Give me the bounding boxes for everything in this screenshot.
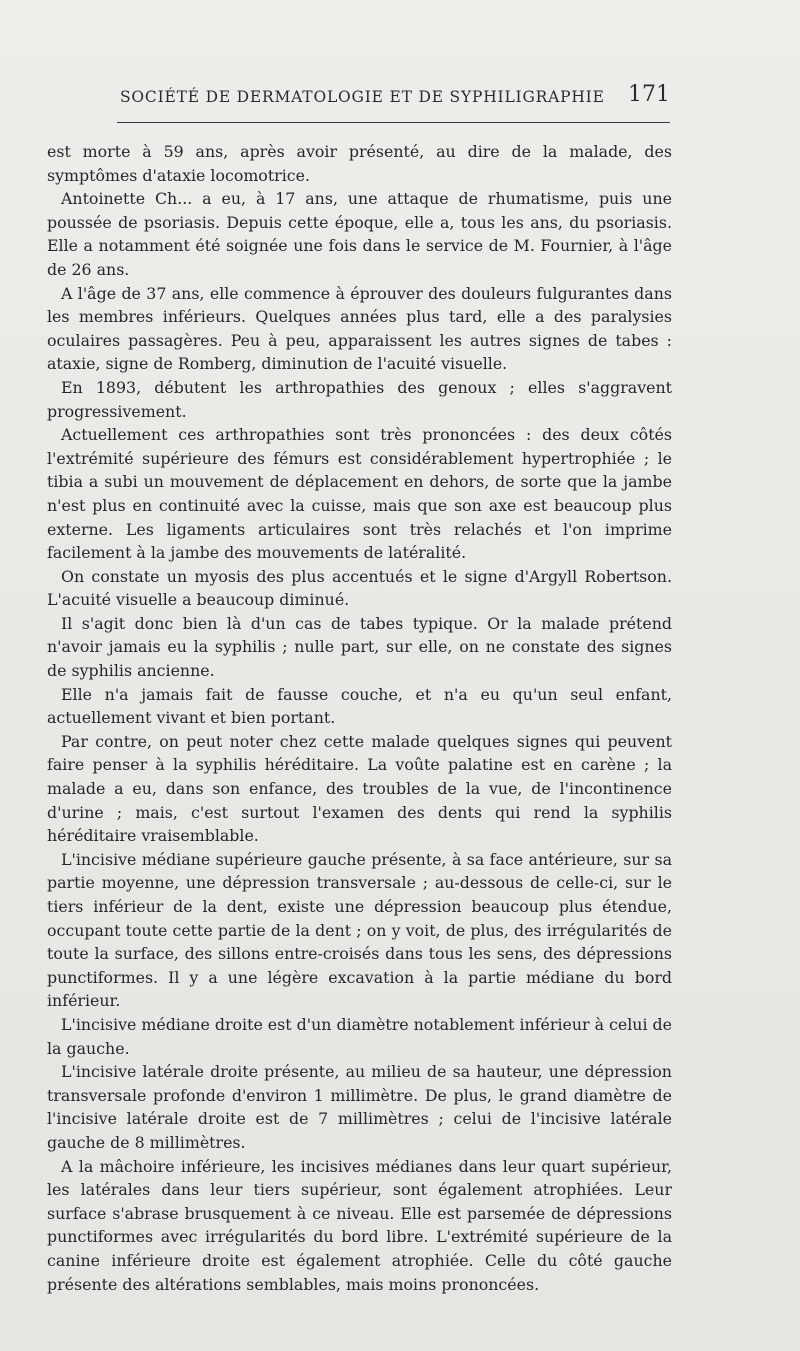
paragraph: Antoinette Ch... a eu, à 17 ans, une attaque de rhumatisme, puis une poussée de psoriasis. Depuis cette époque, elle a, tous les ans, du psoriasis. Elle a notamment été soignée une fois dans le service de M. Fournier, à l'âge de 26 ans. [47, 189, 672, 279]
header-rule [117, 122, 670, 123]
paragraph: A la mâchoire inférieure, les incisives médianes dans leur quart supérieur, les latérales dans leur tiers supérieur, sont également atrophiées. Leur surface s'abrase brusquement à ce niveau. Elle est parsemée de dépressions punctiformes avec irrégularités du bord libre. L'extrémité supérieure de la canine inférieure droite est également atrophiée. Celle du côté gauche présente des altérations semblables, mais moins prononcées. [47, 1156, 672, 1294]
paragraph: L'incisive latérale droite présente, au milieu de sa hauteur, une dépression transversale profonde d'environ 1 millimètre. De plus, le grand diamètre de l'incisive latérale droite est de 7 millimètres ; celui de l'incisive latérale gauche de 8 millimètres. [47, 1062, 672, 1152]
body-text [47, 140, 672, 1296]
paragraph: Actuellement ces arthropathies sont très prononcées : des deux côtés l'extrémité supérieure des fémurs est considérablement hypertrophiée ; le tibia a subi un mouvement de déplacement en dehors, de sorte que la jambe n'est plus en continuité avec la cuisse, mais que son axe est beaucoup plus externe. Les ligaments articulaires sont très relachés et l'on imprime facilement à la jambe des mouvements de latéralité. [47, 425, 672, 563]
paragraph: est morte à 59 ans, après avoir présenté, au dire de la malade, des symptômes d'ataxie locomotrice. [47, 142, 672, 185]
paragraph: On constate un myosis des plus accentués et le signe d'Argyll Robertson. L'acuité visuelle a beaucoup diminué. [47, 566, 672, 610]
paragraph: A l'âge de 37 ans, elle commence à éprouver des douleurs fulgurantes dans les membres inférieurs. Quelques années plus tard, elle a des paralysies oculaires passagères. Peu à peu, apparaissent les autres signes de tabes : ataxie, signe de Romberg, diminution de l'acuité visuelle. [47, 283, 672, 374]
running-title: SOCIÉTÉ DE DERMATOLOGIE ET DE SYPHILIGRAPHIE [120, 88, 605, 106]
paragraph: Par contre, on peut noter chez cette malade quelques signes qui peuvent faire penser à la syphilis héréditaire. La voûte palatine est en carène ; la malade a eu, dans son enfance, des troubles de la vue, de l'incontinence d'urine ; mais, c'est surtout l'examen des dents qui rend la syphilis héréditaire vraisemblable. [47, 731, 672, 846]
paragraph: En 1893, débutent les arthropathies des genoux ; elles s'aggravent progressivement. [47, 377, 672, 421]
page-header [120, 82, 670, 112]
paragraph: L'incisive médiane supérieure gauche présente, à sa face antérieure, sur sa partie moyenne, une dépression transversale ; au-dessous de celle-ci, sur le tiers inférieur de la dent, existe une dépression beaucoup plus étendue, occupant toute cette partie de la dent ; on y voit, de plus, des irrégularités de toute la surface, des sillons entre-croisés dans tous les sens, des dépressions punctiformes. Il y a une légère excavation à la partie médiane du bord inférieur. [47, 849, 672, 1011]
page-number: 171 [628, 82, 670, 107]
paragraph: Elle n'a jamais fait de fausse couche, et n'a eu qu'un seul enfant, actuellement vivant et bien portant. [47, 684, 672, 728]
paragraph: Il s'agit donc bien là d'un cas de tabes typique. Or la malade prétend n'avoir jamais eu la syphilis ; nulle part, sur elle, on ne constate des signes de syphilis ancienne. [47, 613, 672, 681]
paragraph: L'incisive médiane droite est d'un diamètre notablement inférieur à celui de la gauche. [47, 1014, 672, 1058]
